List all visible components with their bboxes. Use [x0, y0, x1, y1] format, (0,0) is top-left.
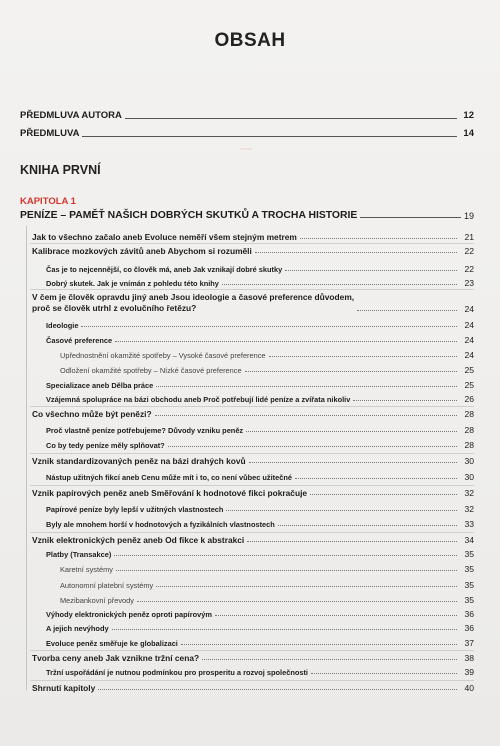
toc-entry-page: 21: [464, 232, 474, 242]
leader-line: [269, 356, 457, 357]
leader-line: [226, 510, 457, 511]
toc-entry-label: Shrnutí kapitoly: [32, 683, 96, 693]
toc-entry-label-line1: V čem je člověk opravdu jiný aneb Jsou ideologie a časové preference důvodem,: [32, 292, 355, 302]
red-smudge: [240, 148, 252, 150]
toc-entry-label: Nástup užitných fikcí aneb Cenu může mít i to, co není vůbec užitečné: [46, 473, 292, 482]
toc-entry-label: Kalibrace mozkových závitů aneb Abychom si rozuměli: [32, 246, 252, 256]
toc-entry-label: Mezibankovní převody: [60, 596, 134, 605]
chapter-label: KAPITOLA 1: [20, 196, 76, 207]
leader-line: [247, 541, 457, 542]
toc-entry-level-2[interactable]: [46, 472, 474, 482]
leader-line: [222, 284, 457, 285]
toc-entry-page: 22: [464, 264, 474, 274]
toc-entry-level-1[interactable]: [32, 488, 474, 498]
toc-entry-level-2[interactable]: [46, 394, 474, 404]
toc-entry-label: Proč vlastně peníze potřebujeme? Důvody vzniku peněz: [46, 426, 244, 435]
toc-entry-level-2[interactable]: [46, 667, 474, 677]
toc-entry-page: 39: [464, 667, 474, 677]
chapter-title-entry[interactable]: [20, 210, 474, 221]
toc-entry-level-1[interactable]: [32, 409, 474, 419]
leader-line: [168, 446, 457, 447]
chapter-title: PENÍZE – PAMĚŤ NAŠICH DOBRÝCH SKUTKŮ A TROCHA HISTORIE: [20, 210, 358, 221]
chapter-page: 19: [463, 211, 474, 221]
toc-entry-level-3[interactable]: [60, 365, 474, 375]
toc-entry-level-2[interactable]: [46, 335, 474, 345]
leader-line: [300, 238, 457, 239]
toc-entry-label: Specializace aneb Dělba práce: [46, 381, 154, 390]
toc-front-entry[interactable]: [20, 110, 474, 121]
toc-entry-label: Vznik standardizovaných peněz na bázi drahých kovů: [32, 456, 246, 466]
toc-entry-label: Čas je to nejcennější, co člověk má, aneb Jak vznikají dobré skutky: [46, 265, 283, 274]
toc-entry-page: 24: [464, 320, 474, 330]
toc-entry-label: Vznik elektronických peněz aneb Od fikce k abstrakci: [32, 535, 245, 545]
leader-line: [115, 341, 457, 342]
toc-entry-label: Výhody elektronických peněz oproti papírovým: [46, 610, 212, 619]
leader-line: [81, 326, 457, 327]
toc-entry-page: 30: [464, 472, 474, 482]
leader-line: [202, 659, 457, 660]
toc-entry-label: Vznik papírových peněz aneb Směřování k hodnotové fikci pokračuje: [32, 488, 308, 498]
leader-line: [137, 601, 457, 602]
leader-line: [310, 494, 457, 495]
section-separator: [30, 453, 474, 454]
toc-entry-page: 24: [464, 350, 474, 360]
leader-line: [357, 310, 457, 311]
toc-entry-level-3[interactable]: [60, 595, 474, 605]
toc-entry-page: 35: [464, 564, 474, 574]
section-separator: [30, 532, 474, 533]
toc-entry-label: Dobrý skutek. Jak je vnímán z pohledu této knihy: [46, 279, 219, 288]
toc-entry-page: 35: [464, 580, 474, 590]
toc-entry-level-2[interactable]: [46, 320, 474, 330]
toc-entry-level-1[interactable]: [32, 456, 474, 466]
toc-entry-page: 34: [464, 535, 474, 545]
toc-entry-page: 14: [463, 128, 474, 139]
toc-entry-label: Tvorba ceny aneb Jak vznikne tržní cena?: [32, 653, 200, 663]
leader-line: [311, 673, 457, 674]
leader-line: [245, 371, 457, 372]
leader-line: [125, 118, 457, 119]
toc-entry-label: PŘEDMLUVA: [20, 128, 80, 139]
section-separator: [30, 485, 474, 486]
toc-entry-page: 30: [464, 456, 474, 466]
toc-entry-level-2[interactable]: [46, 278, 474, 288]
toc-entry-level-2[interactable]: [46, 380, 474, 390]
toc-entry-label: Karetní systémy: [60, 565, 113, 574]
toc-entry-label: Upřednostnění okamžité spotřeby – Vysoké časové preference: [60, 351, 266, 360]
toc-entry-level-1[interactable]: [32, 292, 474, 314]
page-title: OBSAH: [214, 30, 286, 51]
leader-line: [278, 525, 457, 526]
toc-entry-page: 36: [464, 609, 474, 619]
toc-entry-page: 24: [464, 304, 474, 314]
leader-line: [98, 689, 457, 690]
toc-entry-label: Co by tedy peníze měly splňovat?: [46, 441, 165, 450]
toc-entry-level-3[interactable]: [60, 564, 474, 574]
toc-entry-label: Vzájemná spolupráce na bázi obchodu aneb Proč potřebují lidé peníze a zvířata nikoliv: [46, 395, 351, 404]
toc-entry-page: 28: [464, 440, 474, 450]
leader-line: [360, 217, 461, 218]
toc-entry-label: Byly ale mnohem horší v hodnotových a fyzikálních vlastnostech: [46, 520, 275, 529]
toc-entry-page: 22: [464, 246, 474, 256]
toc-entry-level-2[interactable]: [46, 264, 474, 274]
bleed-through-text: [30, 712, 32, 720]
toc-entry-level-2[interactable]: [46, 425, 474, 435]
section-separator: [30, 680, 474, 681]
toc-entry-level-1[interactable]: [32, 246, 474, 256]
toc-entry-page: 40: [464, 683, 474, 693]
toc-entry-page: 25: [464, 380, 474, 390]
toc-entry-label: PŘEDMLUVA AUTORA: [20, 110, 122, 121]
toc-entry-level-3[interactable]: [60, 580, 474, 590]
toc-entry-label: [32, 292, 354, 314]
toc-entry-label: Papírové peníze byly lepší v užitných vlastnostech: [46, 505, 224, 514]
toc-entry-level-2[interactable]: [46, 549, 474, 559]
leader-line: [181, 644, 457, 645]
toc-entry-label: Platby (Transakce): [46, 550, 112, 559]
section-separator: [30, 406, 474, 407]
toc-entry-level-3[interactable]: [60, 350, 474, 360]
toc-entry-page: 26: [464, 394, 474, 404]
toc-entry-label: Tržní uspořádání je nutnou podmínkou pro prosperitu a rozvoj společnosti: [46, 668, 308, 677]
toc-entry-label: Časové preference: [46, 336, 113, 345]
section-separator: [30, 650, 474, 651]
toc-entry-page: 24: [464, 335, 474, 345]
section-separator: [30, 289, 474, 290]
leader-line: [114, 555, 457, 556]
toc-entry-label: Odložení okamžité spotřeby – Nízké časové preference: [60, 366, 242, 375]
toc-entry-label: A jejich nevýhody: [46, 624, 109, 633]
toc-entry-page: 28: [464, 425, 474, 435]
leader-line: [156, 586, 457, 587]
toc-entry-label-line2: proč se člověk utrhl z evolučního řetězu?: [32, 303, 197, 313]
toc-entry-page: 35: [464, 595, 474, 605]
toc-entry-page: 28: [464, 409, 474, 419]
toc-entry-level-1[interactable]: [32, 653, 474, 663]
leader-line: [156, 386, 457, 387]
toc-entry-level-2[interactable]: [46, 609, 474, 619]
toc-entry-page: 36: [464, 623, 474, 633]
section-indent-bar: [26, 226, 27, 690]
toc-entry-page: 25: [464, 365, 474, 375]
toc-entry-page: 38: [464, 653, 474, 663]
toc-entry-level-2[interactable]: [46, 638, 474, 648]
leader-line: [295, 478, 457, 479]
leader-line: [255, 252, 457, 253]
leader-line: [246, 431, 457, 432]
leader-line: [82, 136, 457, 137]
toc-entry-label: Jak to všechno začalo aneb Evoluce neměří všem stejným metrem: [32, 232, 297, 242]
toc-entry-page: 37: [464, 638, 474, 648]
toc-entry-page: 23: [464, 278, 474, 288]
toc-entry-label: Evoluce peněz směřuje ke globalizaci: [46, 639, 178, 648]
leader-line: [112, 629, 457, 630]
leader-line: [249, 462, 457, 463]
toc-entry-label: Co všechno může být penězi?: [32, 409, 152, 419]
toc-entry-page: 33: [464, 519, 474, 529]
leader-line: [353, 400, 457, 401]
toc-entry-label: Autonomní platební systémy: [60, 581, 154, 590]
toc-entry-page: 32: [464, 488, 474, 498]
leader-line: [215, 615, 457, 616]
section-separator: [30, 243, 474, 244]
toc-entry-label: Ideologie: [46, 321, 79, 330]
toc-entry-level-2[interactable]: [46, 623, 474, 633]
toc-entry-page: 35: [464, 549, 474, 559]
toc-entry-level-2[interactable]: [46, 504, 474, 514]
leader-line: [116, 570, 457, 571]
leader-line: [285, 270, 457, 271]
toc-entry-level-2[interactable]: [46, 440, 474, 450]
toc-entry-level-2[interactable]: [46, 519, 474, 529]
part-heading: KNIHA PRVNÍ: [20, 163, 101, 177]
toc-entry-level-1[interactable]: [32, 683, 474, 693]
toc-entry-level-1[interactable]: [32, 535, 474, 545]
leader-line: [155, 415, 457, 416]
toc-entry-level-1[interactable]: [32, 232, 474, 242]
toc-entry-page: 12: [463, 110, 474, 121]
toc-entry-page: 32: [464, 504, 474, 514]
toc-front-entry[interactable]: [20, 128, 474, 139]
